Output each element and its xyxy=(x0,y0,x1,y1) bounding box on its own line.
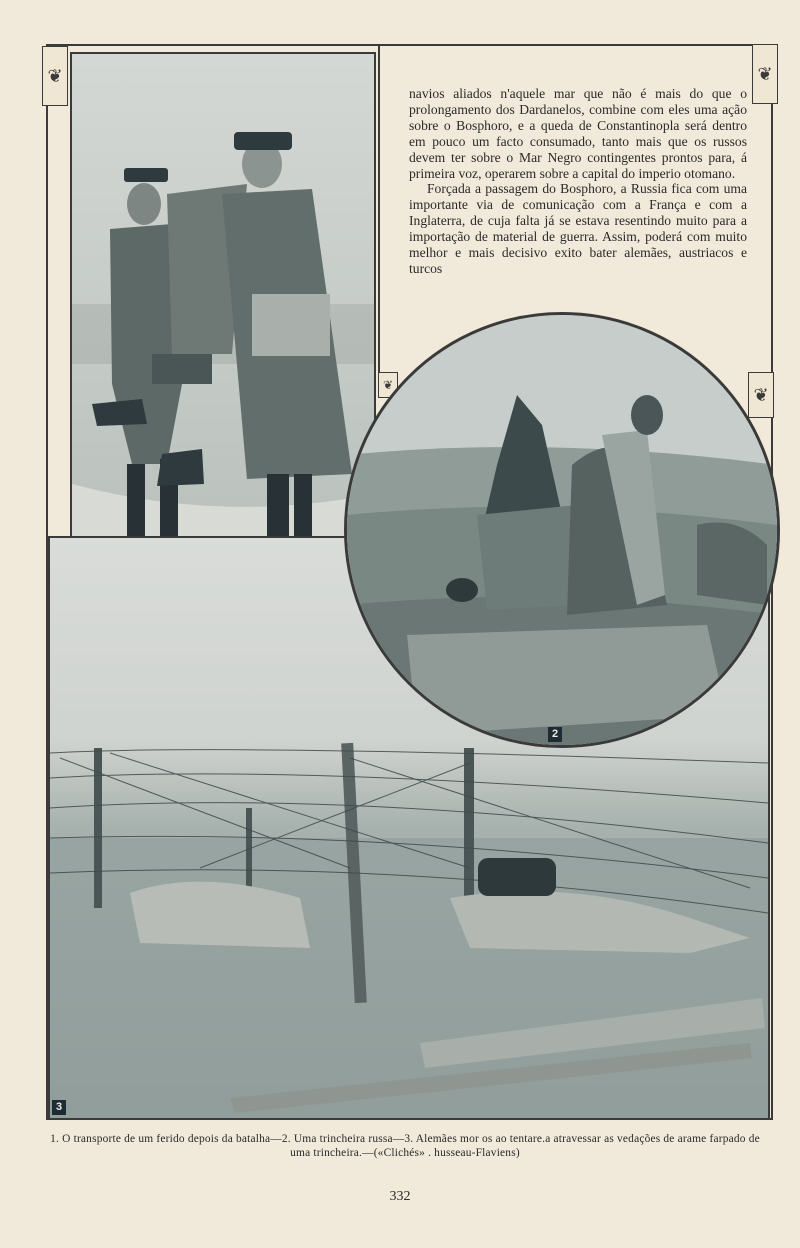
frame-top xyxy=(46,44,772,46)
photo-number-badge: 3 xyxy=(52,1100,66,1115)
article-text-column xyxy=(409,86,747,277)
photo-2-image xyxy=(347,315,777,745)
frame-middle-top xyxy=(378,44,380,374)
floral-ornament-icon: ❦ xyxy=(748,372,774,418)
photo-russian-trench xyxy=(344,312,780,748)
floral-ornament-icon: ❦ xyxy=(42,46,68,106)
photo-caption: 1. O transporte de um ferido depois da batalha—2. Uma trincheira russa—3. Alemães mor os ao tentare.a atravessar as vedações de arame farpado de uma trincheira.—(«Clichés» . husseau-Flaviens) xyxy=(50,1133,760,1159)
page-number: 332 xyxy=(389,1189,411,1204)
article-paragraph: navios aliados n'aquele mar que não é mais do que o prolongamento dos Dardanelos, combine com eles uma ação sobre o Bosphoro, e a queda de Constantinopla será dentro em pouco um facto consumado, tanto mais que os russos devem ter sobre o Mar Negro contingentes prontos para, á primeira voz, operarem sobre a capital do imperio otomano. xyxy=(409,86,747,181)
photo-wounded-soldier-transport xyxy=(70,52,376,604)
photo-number-badge: 2 xyxy=(548,727,562,742)
article-paragraph: Forçada a passagem do Bosphoro, a Russia fica com uma importante via de comunicação com a França e com a Inglaterra, de cuja falta já se estava resentindo muito para a importação de material de guerra. Assim, poderá com muito melhor e mais decisivo exito bater alemães, austriacos e turcos xyxy=(409,181,747,276)
floral-ornament-icon: ❦ xyxy=(378,372,398,398)
photo-1-image xyxy=(72,54,374,602)
floral-ornament-icon: ❦ xyxy=(752,44,778,104)
